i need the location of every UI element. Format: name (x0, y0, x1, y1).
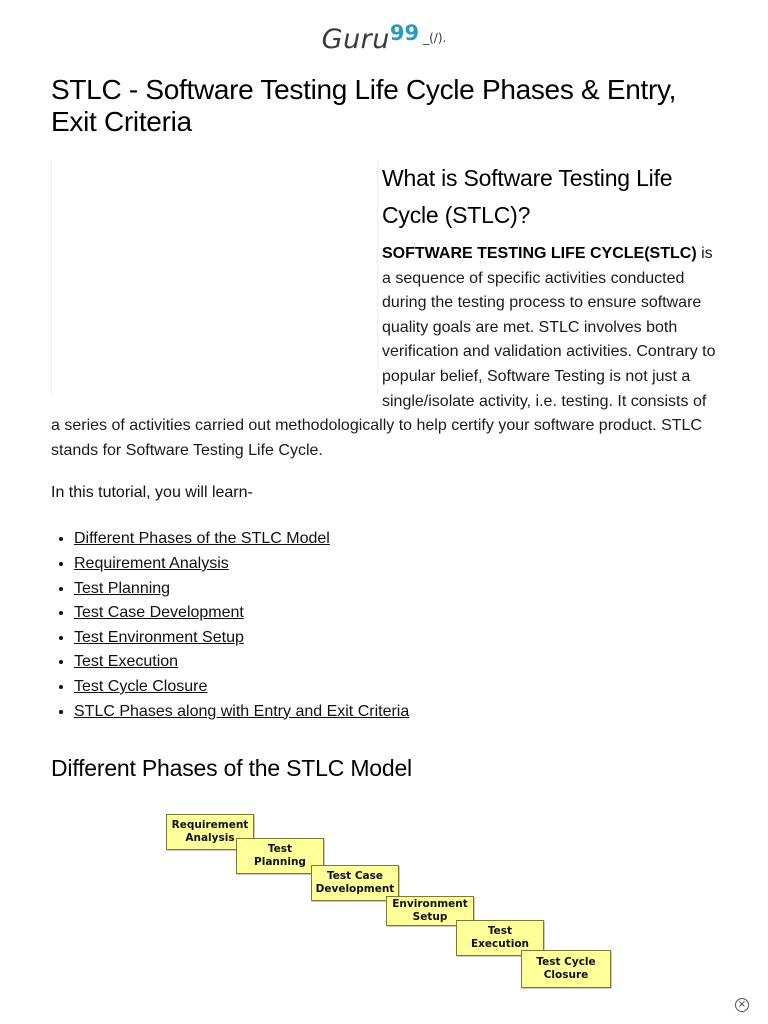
toc-item (74, 700, 719, 725)
page-title: STLC - Software Testing Life Cycle Phases & Entry, Exit Criteria (51, 74, 677, 137)
site-logo[interactable] (0, 21, 768, 64)
phase-label-line1: Test (267, 843, 293, 855)
phase-label-line2: Closure (543, 969, 589, 981)
toc-link-test-case-development[interactable]: Test Case Development (74, 604, 244, 622)
table-of-contents (51, 527, 719, 724)
toc-link-entry-exit-criteria[interactable]: STLC Phases along with Entry and Exit Criteria (74, 702, 410, 720)
toc-link-test-environment-setup[interactable]: Test Environment Setup (74, 628, 244, 646)
phase-label-line1: Test Cycle (536, 956, 596, 968)
section-heading-phases: Different Phases of the STLC Model (51, 755, 412, 782)
phase-label-line1: Requirement (171, 819, 249, 831)
learn-intro: In this tutorial, you will learn- (51, 484, 253, 502)
article-body (51, 160, 719, 784)
intro-text: is a sequence of specific activities conducted during the testing process to ensure software quality goals are met. STLC involves both verification and validation activities. Contrary to popular belief, Software Testing is not just a single/isolate activity, i.e. testing. It consists of a series of activities carried out methodologically to help certify your software product. STLC stands for Software Testing Life Cycle. (51, 245, 716, 459)
toc-link-test-planning[interactable]: Test Planning (74, 579, 171, 597)
toc-link-test-cycle-closure[interactable]: Test Cycle Closure (74, 677, 208, 695)
toc-item (74, 626, 719, 651)
section-heading-what-is-stlc: What is Software Testing Life Cycle (STLC)? (382, 165, 673, 228)
ad-spacer (51, 160, 382, 400)
toc-item (74, 552, 719, 577)
phase-label-line2: Setup (412, 911, 448, 923)
logo-number: 99 (389, 21, 420, 45)
close-icon[interactable]: × (735, 998, 749, 1012)
phase-label-line2: Analysis (185, 832, 235, 844)
toc-item (74, 601, 719, 626)
toc-item (74, 675, 719, 700)
phase-box-test-cycle-closure (521, 950, 611, 988)
toc-item (74, 577, 719, 602)
toc-link-different-phases[interactable]: Different Phases of the STLC Model (74, 530, 330, 548)
phase-label-line1: Test Case (327, 870, 383, 882)
phase-label-line2: Development (315, 883, 395, 895)
toc-item (74, 650, 719, 675)
logo-wordmark: Guru (321, 24, 390, 55)
phase-label-line1: Test (487, 925, 513, 937)
phase-label-line2: Execution (470, 938, 530, 950)
phase-label-line1: Environment (392, 898, 468, 910)
stlc-phase-diagram (160, 812, 620, 992)
toc-item (74, 527, 719, 552)
phase-label-line2: Planning (254, 856, 306, 868)
toc-link-requirement-analysis[interactable]: Requirement Analysis (74, 554, 229, 572)
intro-bold-term: SOFTWARE TESTING LIFE CYCLE(STLC) (382, 245, 697, 262)
toc-link-test-execution[interactable]: Test Execution (74, 653, 179, 671)
logo-suffix: _(/). (423, 31, 447, 45)
